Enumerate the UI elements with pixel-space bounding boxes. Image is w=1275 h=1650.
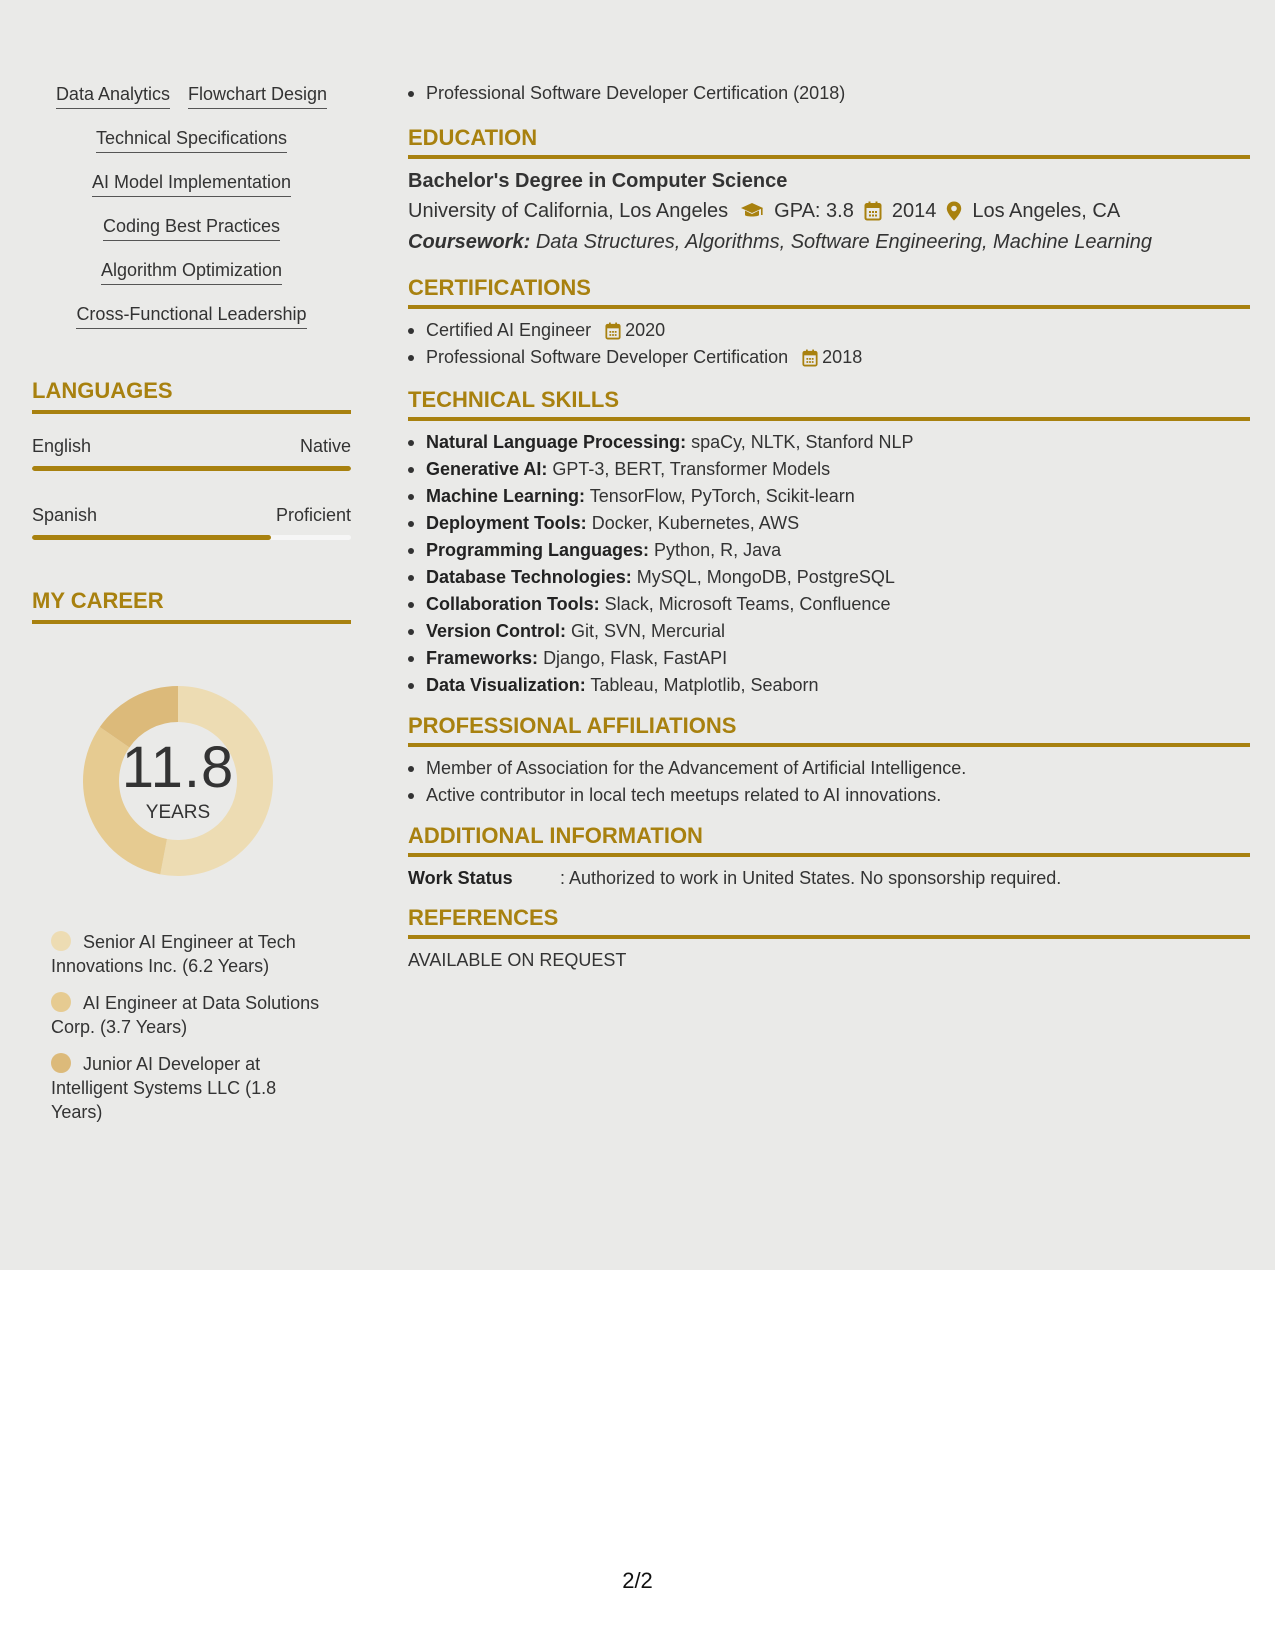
language-level-bar: [32, 466, 351, 471]
language-name: English: [32, 436, 92, 456]
education-coursework: Coursework: Data Structures, Algorithms, Software Engineering, Machine Learning: [408, 231, 1153, 253]
continued-list: [408, 80, 1250, 107]
technical-skill-item: Version Control: Git, SVN, Mercurial: [408, 618, 1250, 645]
language-row: [32, 505, 351, 526]
technical-skill-item: Programming Languages: Python, R, Java: [408, 537, 1250, 564]
location-pin-icon: [946, 201, 962, 221]
language-level: Proficient: [275, 505, 351, 525]
certifications-heading: CERTIFICATIONS: [408, 275, 1250, 309]
technical-skill-item: Natural Language Processing: spaCy, NLTK, Stanford NLP: [408, 429, 1250, 456]
left-column: [32, 82, 351, 1137]
affiliations-heading: PROFESSIONAL AFFILIATIONS: [408, 713, 1250, 747]
affiliations-list: [408, 755, 1250, 809]
language-level-fill: [32, 466, 351, 471]
skill-tag: Cross-Functional Leadership: [76, 302, 306, 329]
technical-skill-item: Data Visualization: Tableau, Matplotlib, Seaborn: [408, 672, 1250, 699]
career-donut-chart: [65, 668, 291, 894]
language-level: Native: [299, 436, 351, 456]
certification-item: Certified AI Engineer 2020: [408, 317, 1250, 344]
skill-tag: Flowchart Design: [188, 82, 327, 109]
education-school: University of California, Los Angeles: [408, 200, 729, 222]
legend-dot: [51, 992, 71, 1012]
legend-dot: [51, 931, 71, 951]
career-total-years: 11.8: [121, 735, 235, 800]
technical-skill-item: Frameworks: Django, Flask, FastAPI: [408, 645, 1250, 672]
languages-list: [32, 436, 351, 540]
career-legend-item: AI Engineer at Data Solutions Corp. (3.7 Years): [51, 993, 320, 1037]
affiliation-item: Active contributor in local tech meetups related to AI innovations.: [408, 782, 1250, 809]
skill-tag: Technical Specifications: [96, 126, 287, 153]
career-legend-item: Junior AI Developer at Intelligent Systems LLC (1.8 Years): [51, 1054, 277, 1122]
references-text: AVAILABLE ON REQUEST: [408, 950, 627, 970]
career-legend: [51, 930, 321, 1124]
education-location: Los Angeles, CA: [972, 200, 1121, 222]
additional-info-heading: ADDITIONAL INFORMATION: [408, 823, 1250, 857]
skill-tag: AI Model Implementation: [92, 170, 291, 197]
references-heading: REFERENCES: [408, 905, 1250, 939]
legend-dot: [51, 1053, 71, 1073]
education-details: [408, 195, 1250, 227]
skill-tag: Data Analytics: [56, 82, 170, 109]
technical-skills-list: [408, 429, 1250, 699]
technical-skill-item: Database Technologies: MySQL, MongoDB, PostgreSQL: [408, 564, 1250, 591]
certification-item: Professional Software Developer Certification 2018: [408, 344, 1250, 371]
technical-skills-heading: TECHNICAL SKILLS: [408, 387, 1250, 421]
page-number: 2/2: [622, 1568, 653, 1593]
language-level-bar: [32, 535, 351, 540]
technical-skill-item: Collaboration Tools: Slack, Microsoft Teams, Confluence: [408, 591, 1250, 618]
calendar-icon: [802, 349, 818, 367]
certifications-list: [408, 317, 1250, 371]
work-status-value: : Authorized to work in United States. No sponsorship required.: [560, 868, 1062, 888]
skill-tag: Algorithm Optimization: [101, 258, 282, 285]
work-status-row: [408, 865, 1250, 891]
technical-skill-item: Generative AI: GPT-3, BERT, Transformer Models: [408, 456, 1250, 483]
calendar-icon: [605, 322, 621, 340]
career-years-label: YEARS: [145, 802, 211, 823]
language-name: Spanish: [32, 505, 98, 525]
career-legend-item: Senior AI Engineer at Tech Innovations Inc. (6.2 Years): [51, 932, 296, 976]
technical-skill-item: Machine Learning: TensorFlow, PyTorch, Scikit-learn: [408, 483, 1250, 510]
certification-year: 2018: [822, 347, 863, 367]
languages-heading: LANGUAGES: [32, 378, 351, 414]
skill-tag: Coding Best Practices: [103, 214, 280, 241]
education-year: 2014: [891, 200, 937, 222]
work-status-label: Work Status: [408, 868, 513, 888]
education-gpa: GPA: 3.8: [774, 200, 854, 222]
technical-skill-item: Deployment Tools: Docker, Kubernetes, AWS: [408, 510, 1250, 537]
language-row: [32, 436, 351, 457]
education-degree: Bachelor's Degree in Computer Science: [408, 170, 788, 192]
right-column: [408, 80, 1250, 973]
skills-tags: [32, 82, 351, 346]
graduation-cap-icon: [740, 202, 764, 220]
education-heading: EDUCATION: [408, 125, 1250, 159]
affiliation-item: Member of Association for the Advancement of Artificial Intelligence.: [408, 755, 1250, 782]
language-level-fill: [32, 535, 271, 540]
calendar-icon: [864, 201, 882, 221]
list-item: Professional Software Developer Certification (2018): [408, 80, 1250, 107]
certification-year: 2020: [625, 320, 666, 340]
career-heading: MY CAREER: [32, 588, 351, 624]
